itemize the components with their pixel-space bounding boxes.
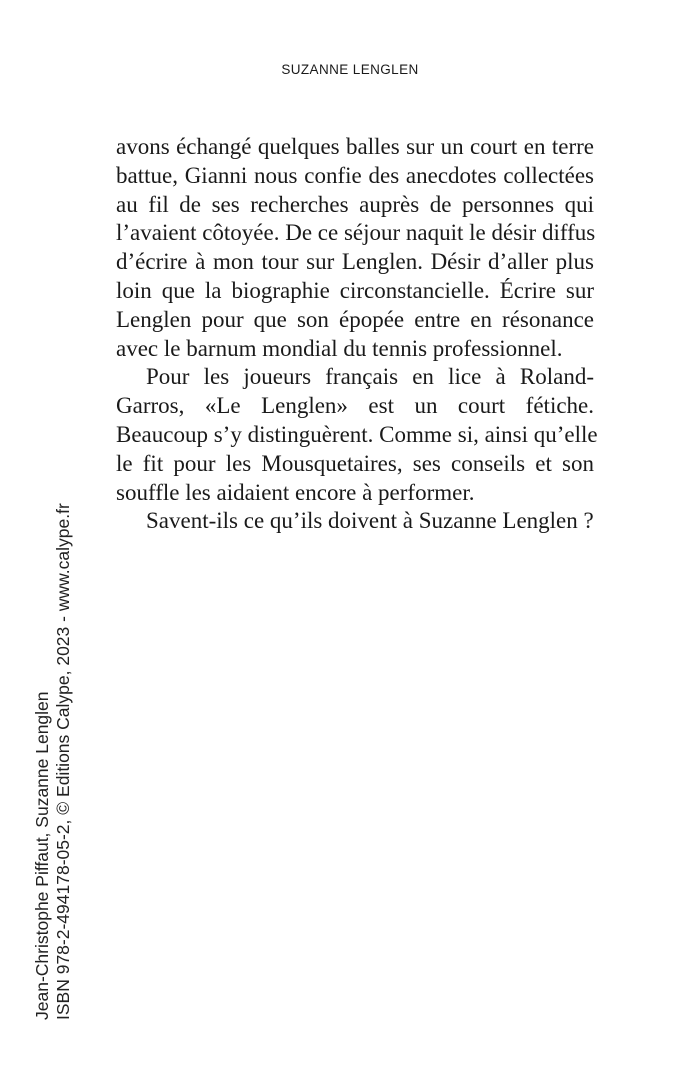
text-line: le fit pour les Mousquetaires, ses conseils et son [116,450,594,476]
body-text [116,133,598,536]
text-line: Garros, «Le Lenglen» est un court fétiche. [116,393,594,419]
text-line: d’écrire à mon tour sur Lenglen. Désir d’aller plus [116,249,594,275]
side-credit-author-title: Jean-Christophe Piffaut, Suzanne Lenglen [32,691,52,1020]
running-title: SUZANNE LENGLEN [281,62,419,77]
text-line: avec le barnum mondial du tennis professionnel. [116,335,563,361]
text-line: Savent-ils ce qu’ils doivent à Suzanne Lenglen ? [146,508,594,534]
text-line: au fil de ses recherches auprès de personnes qui [116,191,594,217]
text-line: battue, Gianni nous confie des anecdotes collectées [116,162,594,188]
text-line: Beaucoup s’y distinguèrent. Comme si, ainsi qu’elle [116,421,598,447]
side-credit [32,503,74,1020]
side-credit-isbn-publisher: ISBN 978-2-494178-05-2, © Editions Calype, 2023 - www.calype.fr [53,503,73,1020]
text-line: souffle les aidaient encore à performer. [116,479,475,505]
text-line: l’avaient côtoyée. De ce séjour naquit le désir diffus [116,220,596,246]
text-line: Pour les joueurs français en lice à Roland- [146,364,594,390]
text-line: Lenglen pour que son épopée entre en résonance [116,306,594,332]
text-line: avons échangé quelques balles sur un court en terre [116,134,594,159]
text-line: loin que la biographie circonstancielle. Écrire sur [116,277,594,303]
